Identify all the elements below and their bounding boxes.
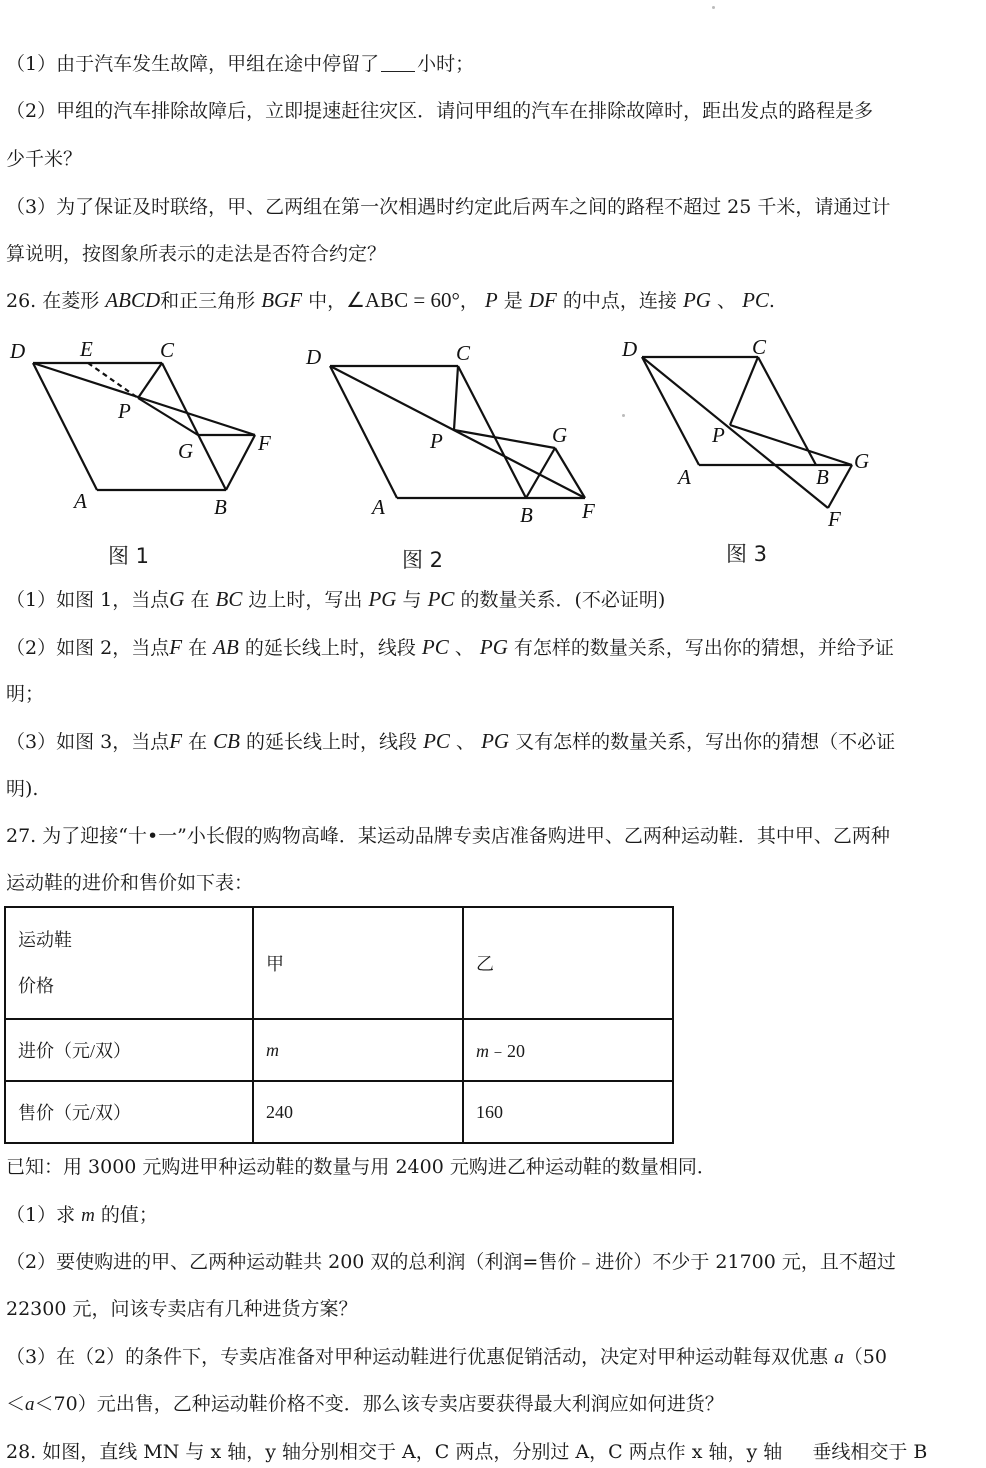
q27-part3-line2	[6, 1392, 724, 1417]
label-g: G	[552, 423, 568, 447]
q26-part3-text: 又有怎样的数量关系，写出你的猜想（不必证	[515, 731, 896, 753]
row-label-cost: 进价（元/双）	[5, 1019, 253, 1081]
segment-pg: PG	[481, 729, 510, 753]
label-g: G	[178, 439, 194, 463]
figure-3	[620, 330, 920, 534]
label-p: P	[712, 423, 725, 447]
figure-2-diagram	[300, 330, 620, 530]
q26-part1-text: （1）如图 1，当点	[6, 589, 170, 611]
q26-part2-text: 有怎样的数量关系，写出你的猜想，并给予证	[513, 637, 894, 659]
q26-text: 是	[503, 290, 523, 312]
segment-bc: BC	[215, 587, 243, 611]
q26-part2-text: 在	[188, 637, 208, 659]
label-c: C	[752, 335, 767, 359]
q26-part3-end: 明).	[6, 778, 39, 800]
cost-yi-var: m	[476, 1041, 489, 1061]
label-p: P	[430, 429, 443, 453]
angle-condition: ∠ABC = 60°	[346, 288, 460, 312]
label-g: G	[854, 449, 870, 473]
q27-part2-line2: 22300 元，问该专卖店有几种进货方案？	[6, 1298, 358, 1320]
point-f: F	[169, 635, 183, 659]
q26-text: .	[768, 290, 775, 312]
segment-pc: PC	[742, 288, 769, 312]
point-g: G	[169, 587, 185, 611]
q26-part3	[6, 729, 895, 754]
label-b: B	[520, 503, 533, 527]
q26-number: 26. 在菱形	[6, 290, 100, 312]
q25-part3-line2: 算说明，按图象所表示的走法是否符合约定？	[6, 243, 387, 265]
q27-part3-text: ＜70）元出售，乙种运动鞋价格不变．那么该专卖店要获得最大利润应如何进货？	[34, 1393, 724, 1415]
q26-part1-text: 边上时，写出	[248, 589, 363, 611]
label-c: C	[456, 341, 471, 365]
label-c: C	[160, 338, 175, 362]
q27-statement-line1: 27. 为了迎接“十•一”小长假的购物高峰．某运动品牌专卖店准备购进甲、乙两种运动鞋．其中甲、乙两种	[6, 825, 890, 847]
triangle-name: BGF	[261, 288, 303, 312]
sale-yi-value: 160	[463, 1081, 673, 1143]
q26-text: ，	[459, 290, 479, 312]
q25-part1-line	[6, 52, 474, 76]
segment-pg: PG	[368, 587, 397, 611]
cost-yi-rest: ﹣20	[489, 1041, 525, 1061]
table-row	[5, 1081, 673, 1143]
label-a: A	[74, 489, 87, 513]
point-p: P	[484, 288, 498, 312]
q26-part2	[6, 635, 894, 660]
q25-part2-line1: （2）甲组的汽车排除故障后，立即提速赶往灾区．请问甲组的汽车在排除故障时，距出发点的路程是多	[6, 100, 874, 122]
q28-text: 28. 如图，直线 MN 与 x 轴，y 轴分别相交于 A，C 两点，分别过 A，C 两点作 x 轴，y 轴	[6, 1441, 783, 1463]
q25-part1-unit: 小时；	[417, 53, 475, 75]
q27-part1-text: 的值；	[100, 1204, 158, 1226]
label-f: F	[828, 507, 841, 531]
q26-part2-text: 、	[454, 637, 474, 659]
segment-pg: PG	[479, 635, 508, 659]
segment-ab: AB	[213, 635, 239, 659]
q26-text: 、	[717, 290, 737, 312]
figure-1-caption: 图 1	[108, 544, 150, 568]
variable-a: a	[25, 1394, 35, 1415]
table-header-row	[5, 907, 673, 1019]
q26-part3-text: （3）如图 3，当点	[6, 731, 170, 753]
figure-3-diagram	[620, 330, 920, 530]
point-f: F	[169, 729, 183, 753]
q26-part1	[6, 587, 665, 612]
label-d: D	[622, 337, 638, 361]
figure-2-caption: 图 2	[402, 548, 444, 572]
q26-part1-text: 与	[402, 589, 422, 611]
q28-text-end: 垂线相交于 B	[812, 1441, 928, 1463]
segment-pc: PC	[427, 587, 455, 611]
label-f: F	[258, 431, 271, 455]
variable-m: m	[81, 1205, 95, 1226]
q27-part2-line1: （2）要使购进的甲、乙两种运动鞋共 200 双的总利润（利润=售价﹣进价）不少于 21700 元，且不超过	[6, 1251, 896, 1273]
label-a: A	[372, 495, 385, 519]
q26-part2-text: （2）如图 2，当点	[6, 637, 170, 659]
label-d: D	[306, 345, 322, 369]
q27-part3-text: ＜	[6, 1393, 26, 1415]
label-d: D	[10, 339, 26, 363]
q27-statement-line2: 运动鞋的进价和售价如下表：	[6, 872, 254, 894]
figure-2	[300, 330, 620, 534]
q27-known: 已知：用 3000 元购进甲种运动鞋的数量与用 2400 元购进乙种运动鞋的数量相同．	[6, 1156, 716, 1178]
header-line-price: 价格	[18, 976, 54, 996]
q26-part2-text: 的延长线上时，线段	[244, 637, 416, 659]
figure-1-diagram	[0, 330, 300, 530]
segment-pg: PG	[682, 288, 711, 312]
q26-part1-text: 的数量关系．(不必证明)	[460, 589, 666, 611]
q26-part3-text: 在	[188, 731, 208, 753]
label-b: B	[214, 495, 227, 519]
answer-blank	[381, 53, 415, 72]
q27-part3-line1	[6, 1345, 887, 1370]
column-jia: 甲	[253, 907, 463, 1019]
q26-text: 中，	[308, 290, 347, 312]
segment-cb: CB	[213, 729, 240, 753]
cost-yi-cell	[463, 1019, 673, 1081]
segment-df: DF	[528, 288, 557, 312]
label-e: E	[80, 337, 93, 361]
cost-jia-value: m	[266, 1039, 279, 1060]
q26-part3-text: 、	[456, 731, 476, 753]
q27-part3-text: （3）在（2）的条件下，专卖店准备对甲种运动鞋进行优惠促销活动，决定对甲种运动鞋每双优惠	[6, 1346, 829, 1368]
scan-speck	[712, 6, 715, 9]
label-b: B	[816, 465, 829, 489]
q27-part1	[6, 1203, 158, 1228]
table-row	[5, 1019, 673, 1081]
q27-part1-text: （1）求	[6, 1204, 76, 1226]
column-yi: 乙	[463, 907, 673, 1019]
q25-part2-line2: 少千米？	[6, 148, 83, 170]
segment-pc: PC	[421, 635, 449, 659]
q25-part3-line1: （3）为了保证及时联络，甲、乙两组在第一次相遇时约定此后两车之间的路程不超过 25 千米，请通过计	[6, 196, 891, 218]
variable-a: a	[834, 1347, 844, 1368]
rhombus-name: ABCD	[105, 288, 161, 312]
q26-statement	[6, 288, 775, 313]
header-line-shoe: 运动鞋	[18, 930, 72, 950]
row-label-sale: 售价（元/双）	[5, 1081, 253, 1143]
table-header-cell	[5, 907, 253, 1019]
q25-part1-text: （1）由于汽车发生故障，甲组在途中停留了	[6, 53, 380, 75]
figure-3-caption: 图 3	[726, 542, 768, 566]
q27-part3-text: （50	[843, 1346, 887, 1368]
q26-text: 和正三角形	[160, 290, 256, 312]
label-f: F	[582, 499, 595, 523]
shoe-price-table	[4, 906, 674, 1144]
q26-text: 的中点，连接	[562, 290, 677, 312]
q28-statement	[6, 1440, 927, 1464]
segment-pc: PC	[423, 729, 450, 753]
scan-speck	[622, 414, 625, 417]
q26-part2-end: 明；	[6, 683, 45, 705]
label-p: P	[118, 399, 131, 423]
cost-jia-cell	[253, 1019, 463, 1081]
figure-1	[0, 330, 300, 534]
q26-part1-text: 在	[190, 589, 210, 611]
label-a: A	[678, 465, 691, 489]
sale-jia-value: 240	[253, 1081, 463, 1143]
q26-part3-text: 的延长线上时，线段	[246, 731, 418, 753]
